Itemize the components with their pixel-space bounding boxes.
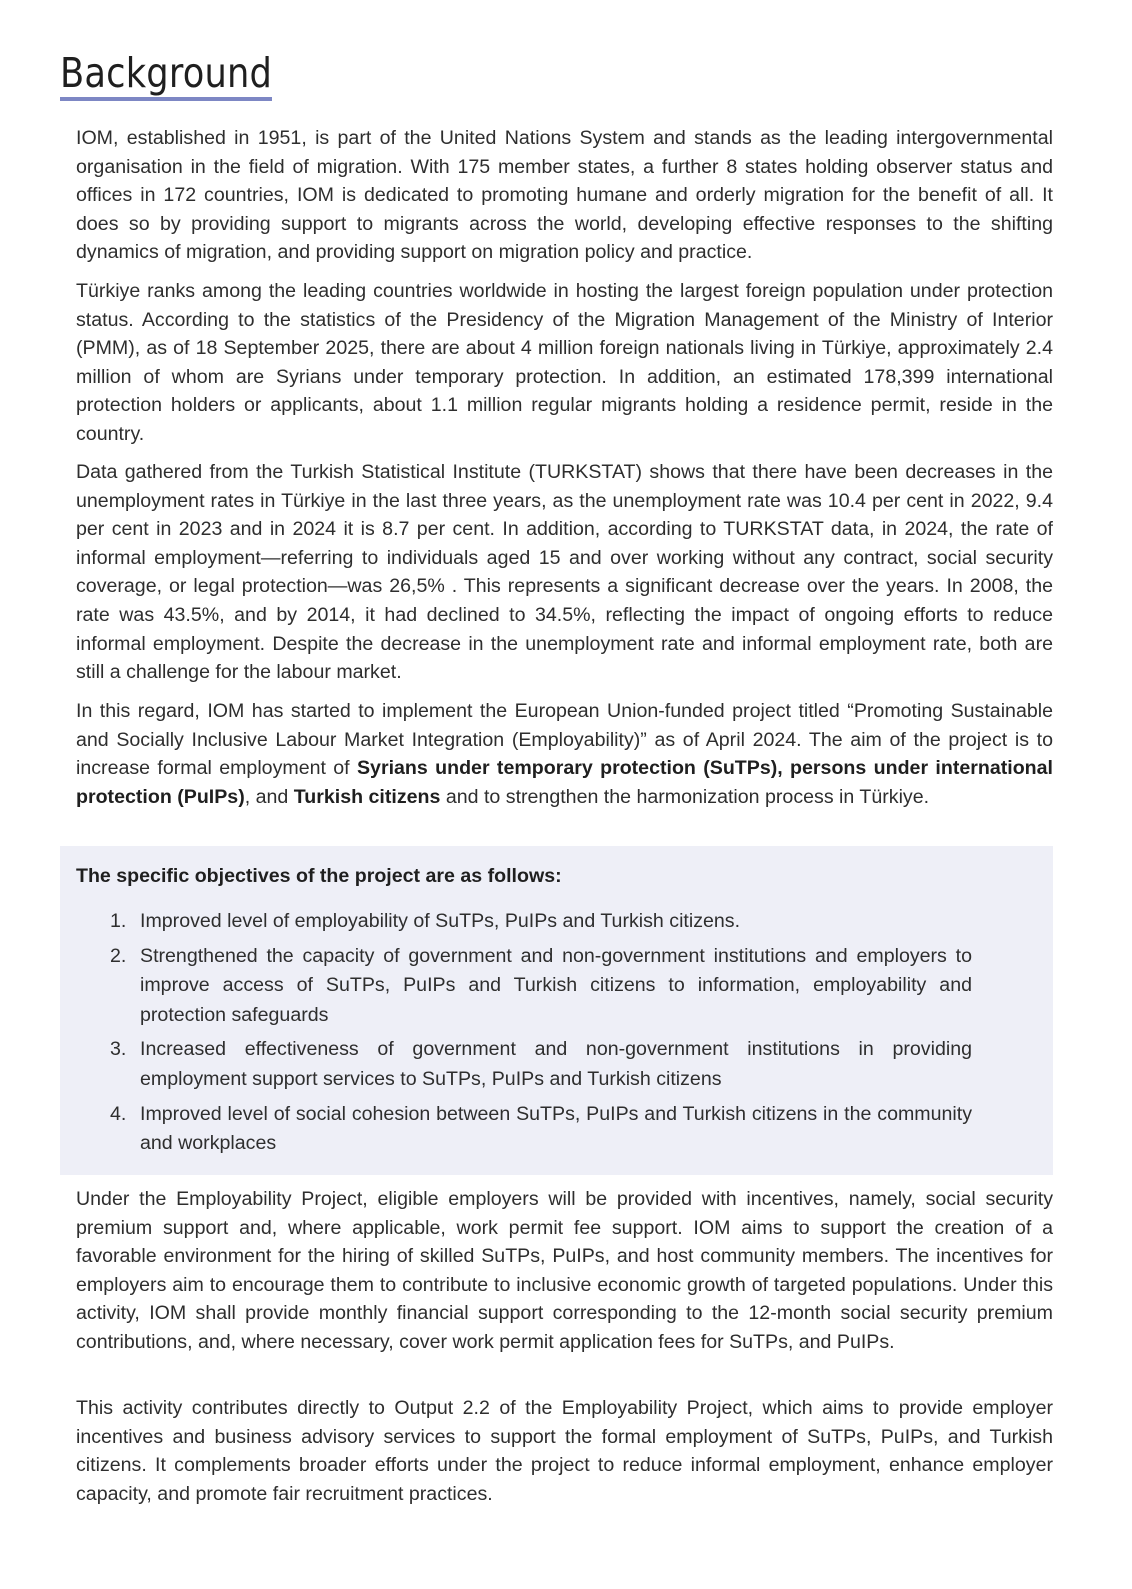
bold-turkish-citizens: Turkish citizens [293,785,441,808]
objective-text: Improved level of employability of SuTPs, PuIPs and Turkish citizens. [140,910,741,932]
heading-underline [60,97,272,101]
paragraph-output-contribution: This activity contributes directly to Output 2.2 of the Employability Project, which aims to provide employer incentives and business advisory services to support the formal employment of SuTPs, PuIPs, and Turkish citizens. It complements broader efforts under the project to reduce informal employment, enhance employer capacity, and promote fair recruitment practices. [76,1397,1053,1505]
objective-item [110,1035,972,1094]
objectives-box [60,846,1053,1175]
objective-number: 1. [110,910,127,932]
objective-number: 2. [110,944,127,967]
objective-item [110,907,972,937]
objective-text: Increased effectiveness of government and non-government institutions in providing employment support services to SuTPs, PuIPs and Turkish citizens [140,1038,972,1090]
objectives-title: The specific objectives of the project are as follows: [76,865,562,887]
objective-item [110,1100,972,1159]
text-run: , and [244,785,294,808]
objective-item [110,942,972,1031]
objectives-list [110,907,972,1164]
paragraph-unemployment-data: Data gathered from the Turkish Statistical Institute (TURKSTAT) shows that there have been decreases in the unemployment rates in Türkiye in the last three years, as the unemployment rate was 10.4 per cent in 2022, 9.4 per cent in 2023 and in 2024 it is 8.7 per cent. In addition, according to TURKSTAT data, in 2024, the rate of informal employment—referring to individuals aged 15 and over working without any contract, social security coverage, or legal protection—was 26,5% . This represents a significant decrease over the years. In 2008, the rate was 43.5%, and by 2014, it had declined to 34.5%, reflecting the impact of ongoing efforts to reduce informal employment. Despite the decrease in the unemployment rate and informal employment rate, both are still a challenge for the labour market. [76,461,1053,684]
paragraph-iom-intro: IOM, established in 1951, is part of the United Nations System and stands as the leading intergovernmental organisation in the field of migration. With 175 member states, a further 8 states holding observer status and offices in 172 countries, IOM is dedicated to promoting humane and orderly migration for the benefit of all. It does so by providing support to migrants across the world, developing effective responses to the shifting dynamics of migration, and providing support on migration policy and practice. [76,127,1053,264]
objective-text: Strengthened the capacity of government and non-government institutions and employers to improve access of SuTPs, PuIPs and Turkish citizens to information, employability and protection safeguards [140,944,972,1026]
paragraph-turkiye-population: Türkiye ranks among the leading countries worldwide in hosting the largest foreign population under protection status. According to the statistics of the Presidency of the Migration Management of the Ministry of Interior (PMM), as of 18 September 2025, there are about 4 million foreign nationals living in Türkiye, approximately 2.4 million of whom are Syrians under temporary protection. In addition, an estimated 178,399 international protection holders or applicants, about 1.1 million regular migrants holding a residence permit, reside in the country. [76,280,1053,445]
objective-text: Improved level of social cohesion between SuTPs, PuIPs and Turkish citizens in the community and workplaces [140,1102,972,1155]
objective-number: 3. [110,1038,127,1061]
paragraph-project-intro [76,697,1053,811]
bold-target-groups: Syrians under temporary protection (SuTPs), persons under international protection (PuIPs) [76,757,1053,808]
text-run: and to strengthen the harmonization process in Türkiye. [440,785,930,808]
text-run: In this regard, IOM has started to implement the European Union-funded project titled “Promoting Sustainable and Socially Inclusive Labour Market Integration (Employability)” as of April 2024. The aim of the project is to increase formal employment of [76,700,1053,780]
objective-number: 4. [110,1102,127,1125]
paragraph-employer-incentives: Under the Employability Project, eligible employers will be provided with incentives, namely, social security premium support and, where applicable, work permit fee support. IOM aims to support the creation of a favorable environment for the hiring of skilled SuTPs, PuIPs, and host community members. The incentives for employers aim to encourage them to contribute to inclusive economic growth of targeted populations. Under this activity, IOM shall provide monthly financial support corresponding to the 12-month social security premium contributions, and, where necessary, cover work permit application fees for SuTPs, and PuIPs. [76,1188,1053,1353]
section-heading: Background [60,49,273,97]
